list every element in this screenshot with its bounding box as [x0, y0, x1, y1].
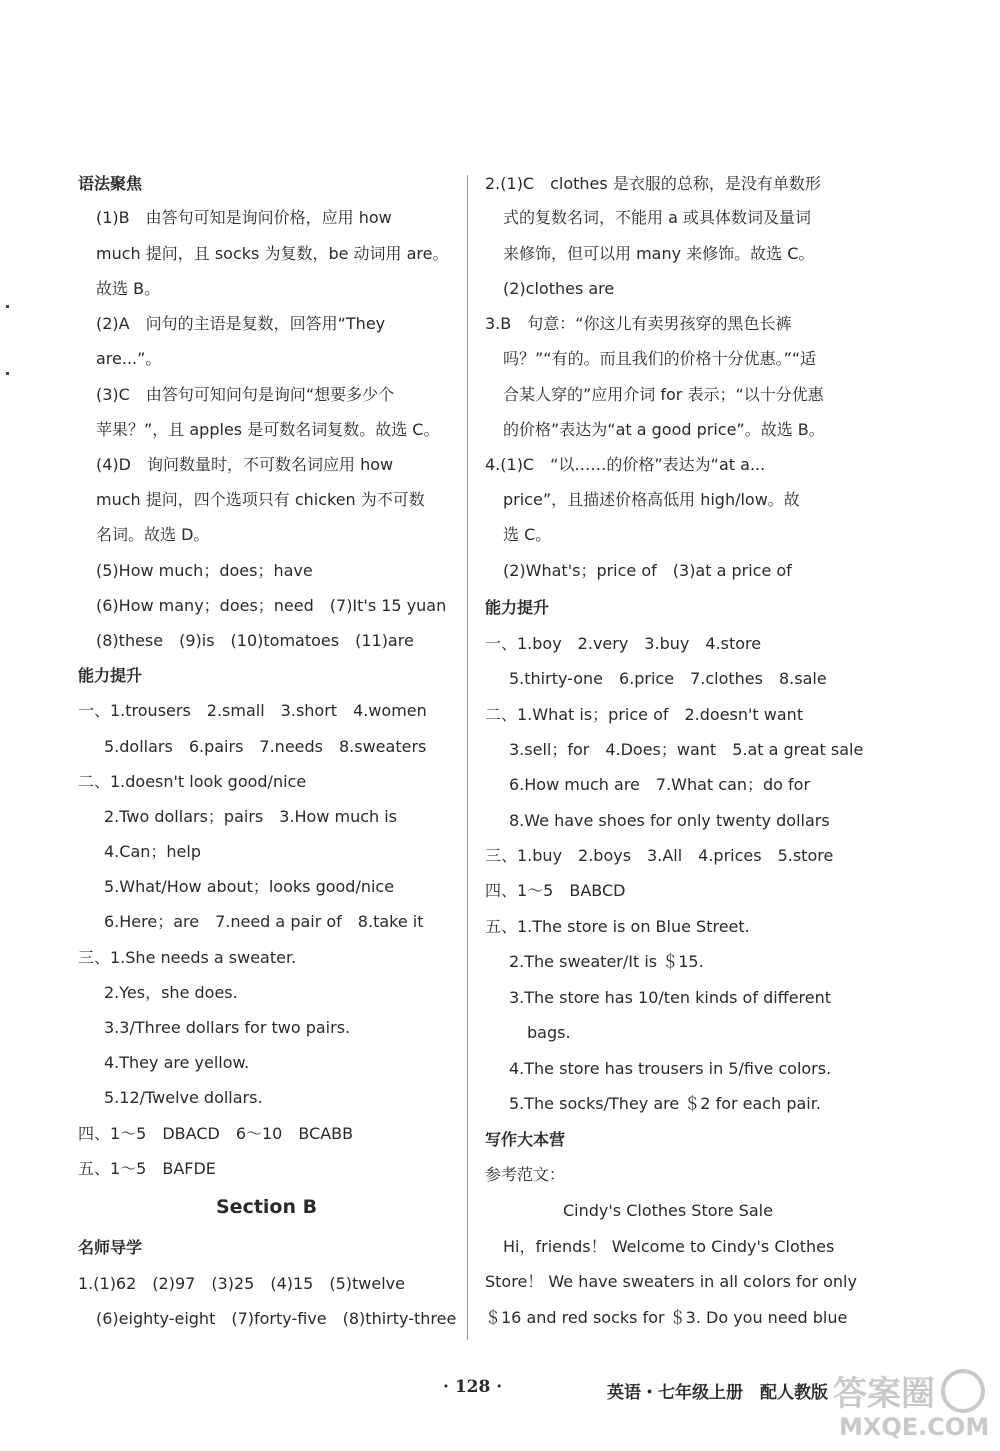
right-text-line: 三、1.buy 2.boys 3.All 4.prices 5.store [485, 846, 834, 865]
right-text-line: 4.The store has trousers in 5/five colors. [509, 1059, 832, 1078]
left-text-line: much 提问，且 socks 为复数，be 动词用 are。 [96, 244, 449, 263]
section-title: Section B [216, 1196, 318, 1218]
left-text-line: much 提问，四个选项只有 chicken 为不可数 [96, 490, 425, 509]
right-text-line: 的价格”表达为“at a good price”。故选 B。 [503, 420, 825, 439]
left-text-line: (8)these (9)is (10)tomatoes (11)are [96, 631, 414, 650]
margin-mark [6, 305, 9, 308]
right-text-line: 3.The store has 10/ten kinds of different [509, 988, 832, 1007]
left-text-line: (3)C 由答句可知问句是询问“想要多少个 [96, 385, 395, 404]
left-text-line: 四、1～5 DBACD 6～10 BCABB [78, 1124, 354, 1143]
right-text-line: (2)clothes are [503, 279, 615, 298]
right-text-line: 二、1.What is；price of 2.doesn't want [485, 705, 804, 724]
left-text-line: 5.12/Twelve dollars. [104, 1088, 263, 1107]
left-text-line: 2.Yes，she does. [104, 983, 238, 1002]
right-text-line: 3.B 句意：“你这儿有卖男孩穿的黑色长裤 [485, 314, 792, 333]
right-text-line: 4.(1)C “以……的价格”表达为“at a... [485, 455, 766, 474]
right-text-line: Cindy's Clothes Store Sale [563, 1201, 773, 1220]
right-text-line: 四、1～5 BABCD [485, 881, 626, 900]
left-text-line: 4.They are yellow. [104, 1053, 250, 1072]
left-text-line: 5.dollars 6.pairs 7.needs 8.sweaters [104, 737, 427, 756]
watermark-ring [943, 1371, 983, 1411]
left-text-line: 故选 B。 [96, 279, 161, 298]
left-text-line: 1.(1)62 (2)97 (3)25 (4)15 (5)twelve [78, 1274, 405, 1293]
page-number: · 128 · [443, 1377, 503, 1397]
right-text-line: bags. [527, 1023, 571, 1042]
right-text-line: 吗？”“有的。而且我们的价格十分优惠。”“适 [503, 349, 817, 368]
left-text-line: 五、1～5 BAFDE [78, 1159, 216, 1178]
left-heading: 名师导学 [78, 1238, 143, 1257]
left-text-line: 6.Here；are 7.need a pair of 8.take it [104, 912, 424, 931]
right-text-line: 五、1.The store is on Blue Street. [485, 917, 750, 936]
right-text-line: Hi，friends！ Welcome to Cindy's Clothes [503, 1237, 835, 1256]
right-text-line: 2.(1)C clothes 是衣服的总称，是没有单数形 [485, 174, 821, 193]
watermark-logo [825, 1365, 990, 1443]
left-text-line: (1)B 由答句可知是询问价格，应用 how [96, 208, 392, 227]
right-text-line: 5.The socks/They are ＄2 for each pair. [509, 1094, 821, 1113]
right-text-line: 参考范文： [485, 1165, 566, 1184]
left-text-line: 苹果？”，且 apples 是可数名词复数。故选 C。 [96, 420, 440, 439]
right-text-line: 来修饰，但可以用 many 来修饰。故选 C。 [503, 244, 815, 263]
left-text-line: 4.Can；help [104, 842, 201, 861]
right-text-line: 8.We have shoes for only twenty dollars [509, 811, 830, 830]
left-text-line: 5.What/How about；looks good/nice [104, 877, 395, 896]
left-text-line: 三、1.She needs a sweater. [78, 948, 297, 967]
right-heading: 写作大本营 [485, 1130, 566, 1149]
left-heading: 语法聚焦 [78, 174, 143, 193]
left-text-line: 一、1.trousers 2.small 3.short 4.women [78, 701, 427, 720]
right-text-line: ＄16 and red socks for ＄3. Do you need blue [485, 1308, 848, 1327]
right-text-line: 2.The sweater/It is ＄15. [509, 952, 704, 971]
right-text-line: 式的复数名词，不能用 a 或具体数词及量词 [503, 208, 811, 227]
left-text-line: are...”。 [96, 349, 162, 368]
watermark-text-cn: 答案圈 [833, 1374, 935, 1414]
right-text-line: 5.thirty-one 6.price 7.clothes 8.sale [509, 669, 827, 688]
left-text-line: 二、1.doesn't look good/nice [78, 772, 307, 791]
left-heading: 能力提升 [78, 666, 143, 685]
left-text-line: (4)D 询问数量时，不可数名词应用 how [96, 455, 394, 474]
left-text-line: (2)A 问句的主语是复数，回答用“They [96, 314, 386, 333]
right-heading: 能力提升 [485, 598, 550, 617]
left-text-line: 名词。故选 D。 [96, 525, 210, 544]
book-title: 英语・七年级上册 配人教版 [607, 1383, 828, 1403]
left-text-line: 3.3/Three dollars for two pairs. [104, 1018, 351, 1037]
column-divider [467, 175, 468, 1340]
left-text-line: (6)eighty-eight (7)forty-five (8)thirty-three [96, 1309, 457, 1328]
left-text-line: (5)How much；does；have [96, 561, 313, 580]
right-text-line: 3.sell；for 4.Does；want 5.at a great sale [509, 740, 864, 759]
left-text-line: (6)How many；does；need (7)It's 15 yuan [96, 596, 447, 615]
right-text-line: 合某人穿的”应用介词 for 表示；“以十分优惠 [503, 385, 824, 404]
left-text-line: 2.Two dollars；pairs 3.How much is [104, 807, 398, 826]
watermark-text-en: MXQE.COM [839, 1413, 990, 1441]
right-text-line: 6.How much are 7.What can；do for [509, 775, 811, 794]
right-text-line: price”，且描述价格高低用 high/low。故 [503, 490, 800, 509]
right-text-line: 一、1.boy 2.very 3.buy 4.store [485, 634, 762, 653]
right-text-line: Store！ We have sweaters in all colors for only [485, 1272, 857, 1291]
right-text-line: (2)What's；price of (3)at a price of [503, 561, 792, 580]
right-text-line: 选 C。 [503, 525, 552, 544]
margin-mark [6, 372, 9, 375]
